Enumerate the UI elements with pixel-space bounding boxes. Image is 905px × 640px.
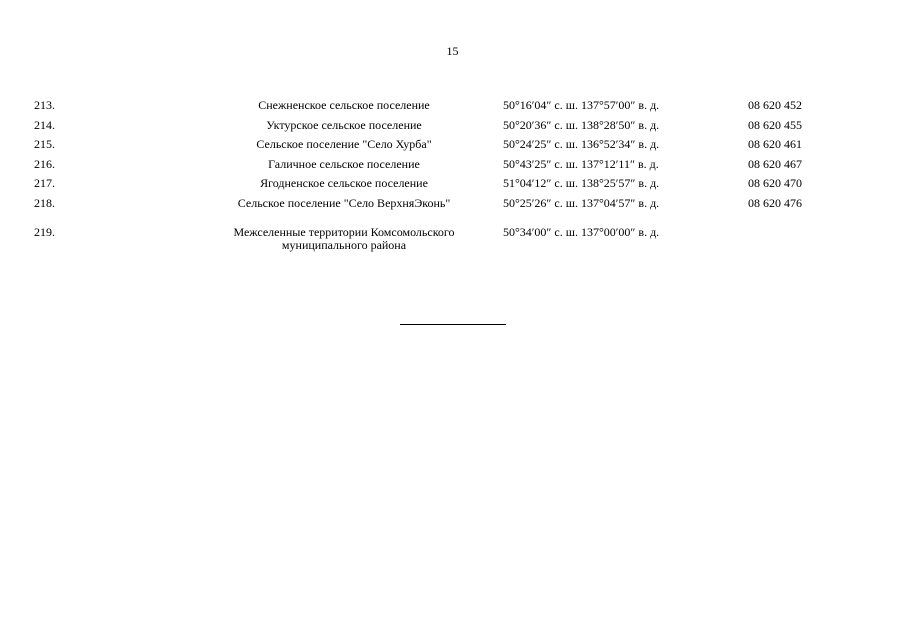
coordinates: 50°25′26″ с. ш. 137°04′57″ в. д. [503,195,660,210]
oktmo-code: 08 620 461 [748,137,802,151]
settlement-name-line-2: муниципального района [281,238,407,252]
end-separator-line [400,324,506,325]
row-number: 215. [34,137,55,151]
row-number: 216. [34,156,55,171]
settlement-name: Галичное сельское поселение [268,156,420,171]
table-row [0,174,905,194]
row-number: 213. [34,98,55,112]
coordinates: 50°20′36″ с. ш. 138°28′50″ в. д. [503,117,660,132]
table-row [0,223,905,253]
coordinates: 51°04′12″ с. ш. 138°25′57″ в. д. [503,176,660,190]
coordinates: 50°43′25″ с. ш. 137°12′11″ в. д. [503,156,659,171]
settlement-name: Сельское поселение "Село ВерхняЭконь" [237,195,451,210]
row-number: 218. [34,195,55,210]
oktmo-code: 08 620 476 [748,195,802,210]
oktmo-code: 08 620 470 [748,176,802,190]
row-number: 217. [34,176,55,190]
page-number: 15 [446,44,459,58]
settlement-name [214,226,474,252]
coordinates: 50°16′04″ с. ш. 137°57′00″ в. д. [503,98,660,112]
table-row [0,194,905,214]
settlement-name: Снежненское сельское поселение [258,98,430,112]
settlement-name: Уктурское сельское поселение [266,117,422,132]
settlements-table [0,96,905,253]
coordinates: 50°34′00″ с. ш. 137°00′00″ в. д. [503,225,660,239]
row-number: 219. [34,225,55,239]
oktmo-code: 08 620 467 [748,156,802,171]
settlement-name-line-1: Межселенные территории Комсомольского [233,225,455,239]
coordinates: 50°24′25″ с. ш. 136°52′34″ в. д. [503,137,660,151]
table-row [0,155,905,175]
settlement-name: Ягодненское сельское поселение [260,176,428,190]
oktmo-code: 08 620 452 [748,98,802,112]
row-number: 214. [34,117,55,132]
table-row [0,96,905,116]
table-row [0,135,905,155]
table-row [0,116,905,136]
oktmo-code: 08 620 455 [748,117,802,132]
settlement-name: Сельское поселение "Село Хурба" [256,137,432,151]
